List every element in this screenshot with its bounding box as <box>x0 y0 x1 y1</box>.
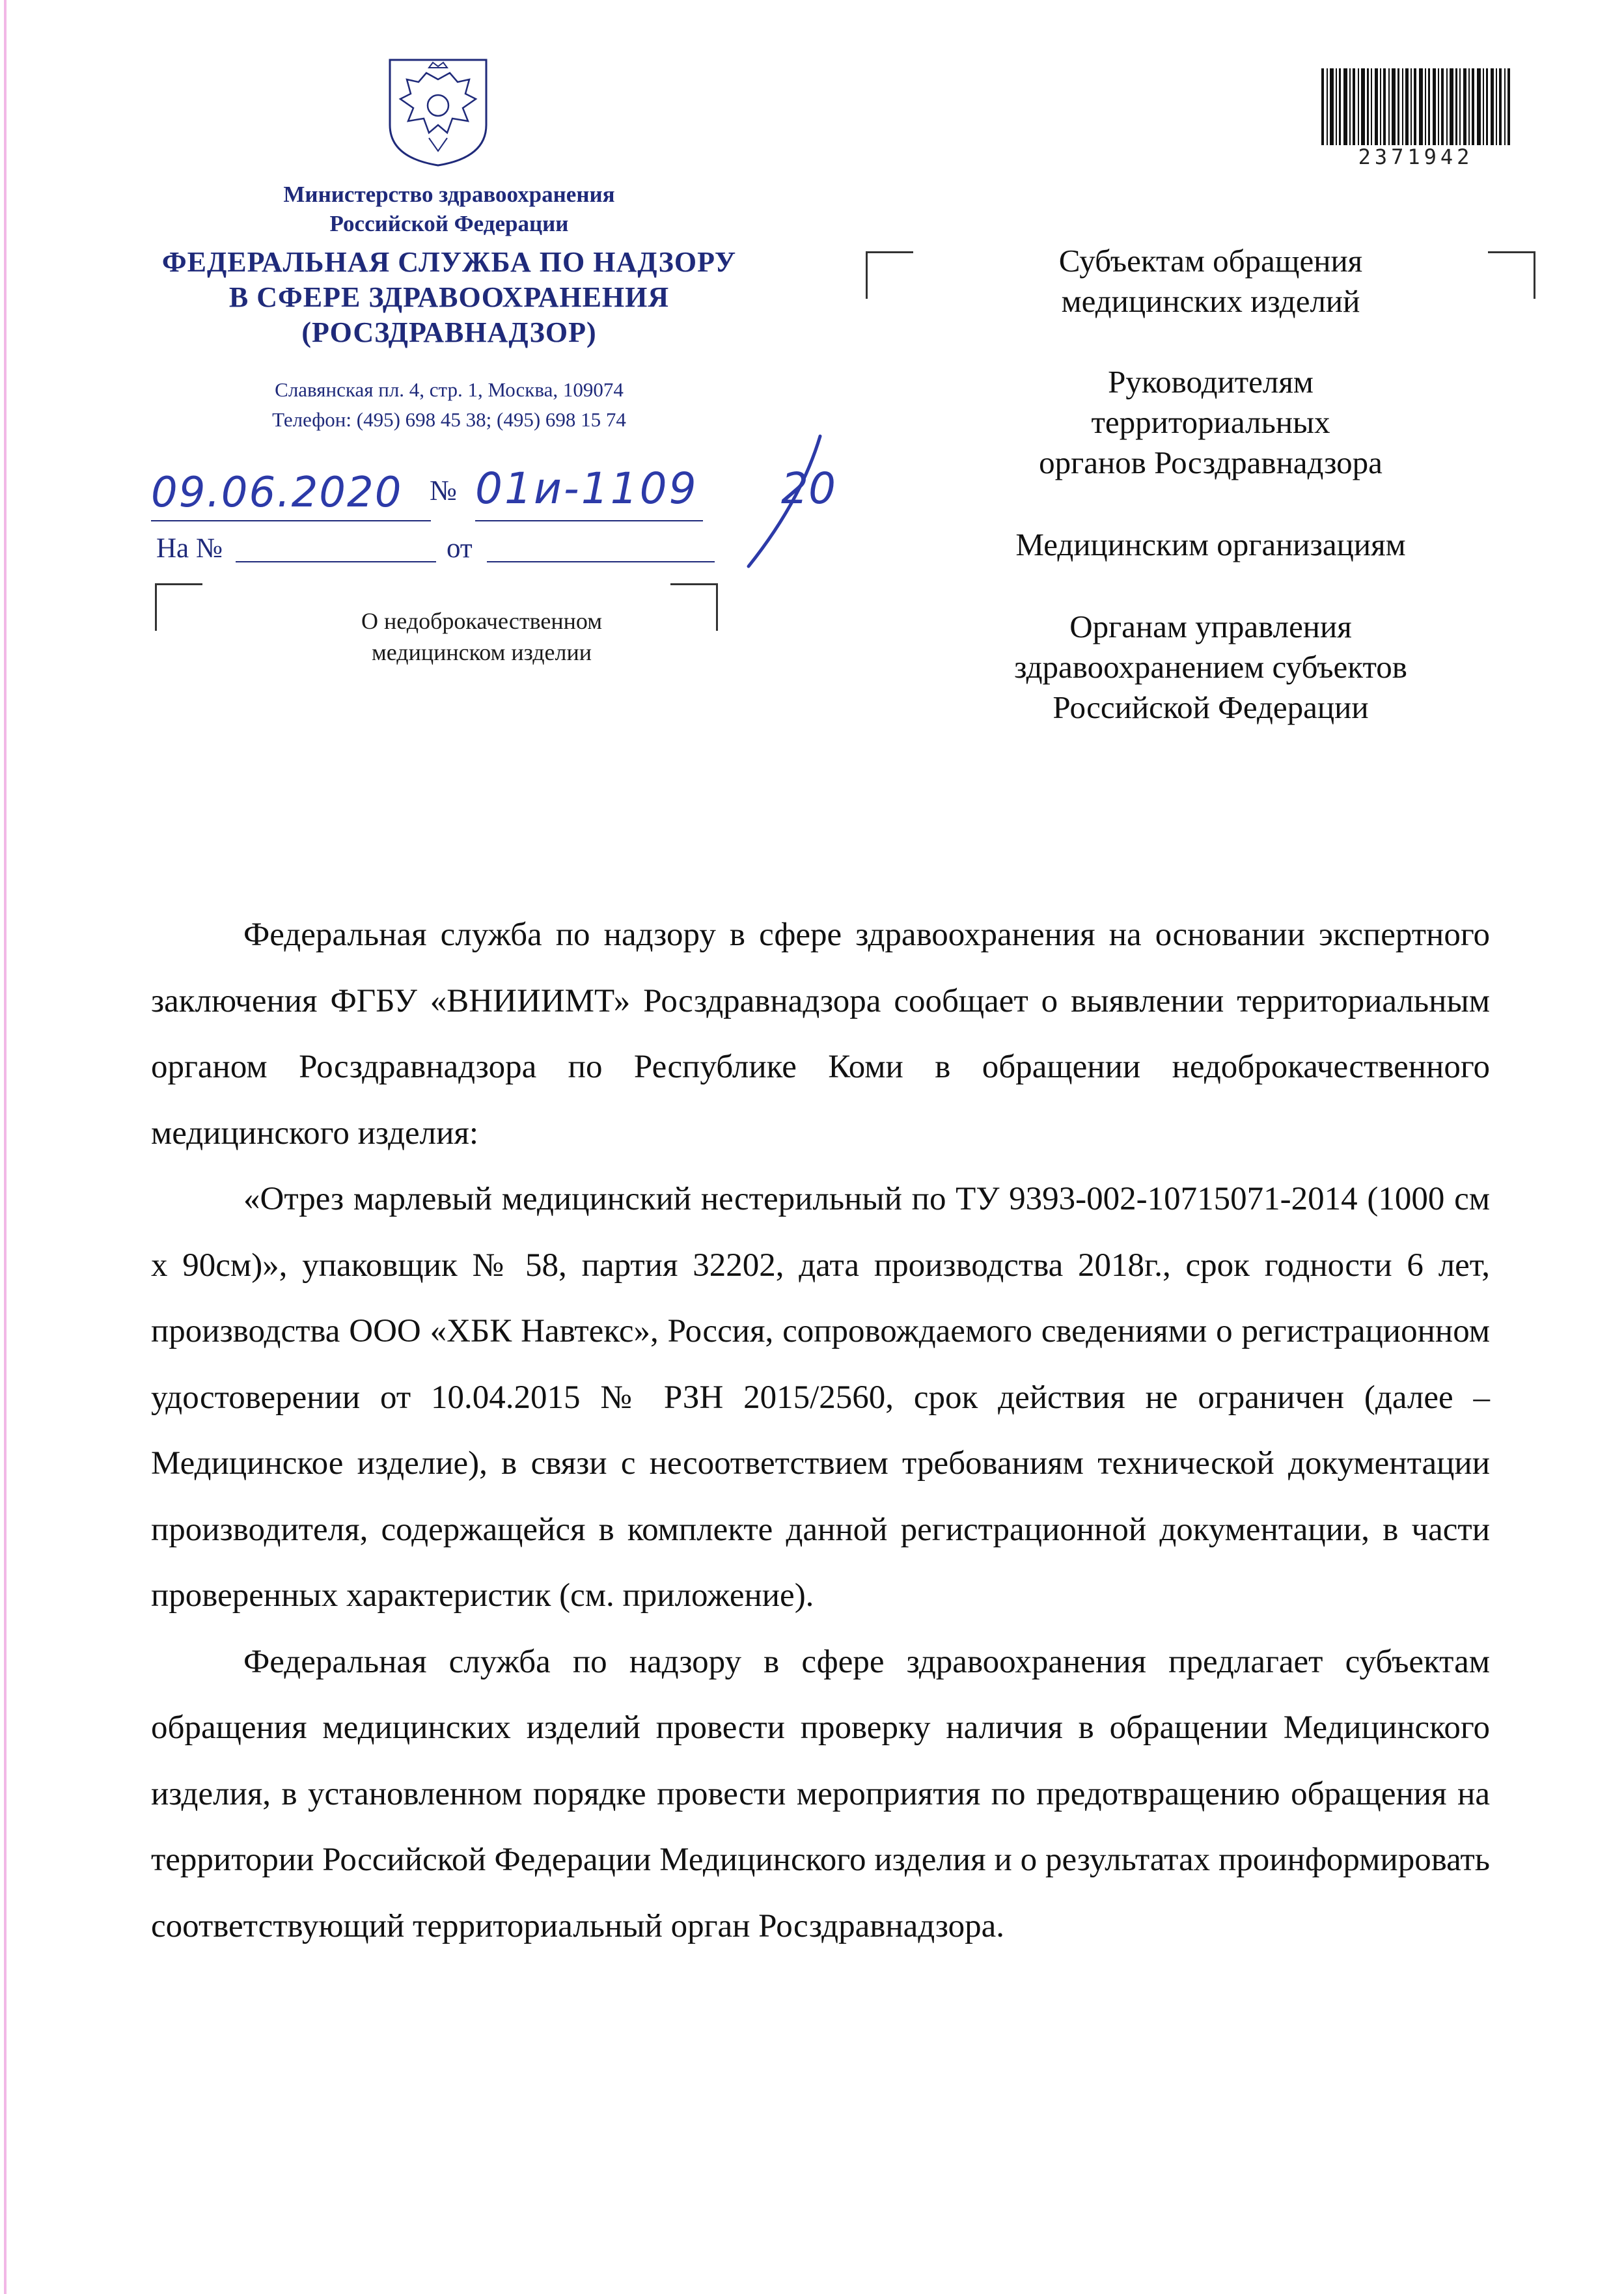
ministry-line1: Министерство здравоохранения <box>283 182 615 207</box>
recipient-2-line3: органов Росздравнадзора <box>1039 445 1383 480</box>
coat-of-arms-icon <box>381 53 495 168</box>
from-label: от <box>447 533 473 564</box>
subject-line1: О недоброкачественном <box>361 608 602 634</box>
ministry-name <box>156 180 742 238</box>
handwritten-date: 09.06.2020 <box>151 469 403 517</box>
recipient-4-line1: Органам управления <box>1069 609 1352 644</box>
address-line2: Телефон: (495) 698 45 38; (495) 698 15 74 <box>272 408 626 431</box>
body-paragraph-3: Федеральная служба по надзору в сфере здравоохранения предлагает субъектам обращения медицинских изделий провести проверку наличия в обращении Медицинского изделия, в установленном порядке провести мероприятия по предотвращению обращения на территории Российской Федерации Медицинского изделия и о результатах проинформировать соответствующий территориальный орган Росздравнадзора. <box>151 1643 1490 1944</box>
address-line1: Славянская пл. 4, стр. 1, Москва, 109074 <box>275 378 624 401</box>
recipient-bracket-left <box>866 251 913 299</box>
recipient-2-line2: территориальных <box>1091 404 1330 440</box>
subject-line <box>195 605 768 668</box>
handwritten-number: 01и-1109 <box>475 463 698 514</box>
from-line <box>487 561 715 562</box>
date-underline <box>151 520 431 521</box>
barcode-number: 2371942 <box>1358 145 1474 169</box>
recipient-block-2 <box>911 362 1510 483</box>
recipient-block-1 <box>911 241 1510 322</box>
ministry-line2: Российской Федерации <box>329 211 569 236</box>
number-underline <box>475 520 703 521</box>
recipient-1-line1: Субъектам обращения <box>1058 243 1363 279</box>
letter-body <box>151 902 1490 1959</box>
recipient-block-3 <box>911 525 1510 565</box>
number-sign: № <box>430 475 457 506</box>
recipient-3-line1: Медицинским организациям <box>1015 527 1406 562</box>
body-paragraph-1: Федеральная служба по надзору в сфере здравоохранения на основании экспертного заключения ФГБУ «ВНИИИМТ» Росздравнадзора сообщает о выявлении территориальным органом Росздравнадзора по Республике Коми в обращении недоброкачественного медицинского изделия: <box>151 917 1490 1152</box>
address-block <box>156 375 742 435</box>
service-line3: (РОСЗДРАВНАДЗОР) <box>301 316 597 348</box>
reference-label: На № <box>156 533 223 564</box>
subject-line2: медицинском изделии <box>371 639 592 665</box>
service-line1: ФЕДЕРАЛЬНАЯ СЛУЖБА ПО НАДЗОРУ <box>161 246 737 278</box>
service-line2: В СФЕРЕ ЗДРАВООХРАНЕНИЯ <box>228 281 670 313</box>
reference-line <box>236 561 436 562</box>
recipient-4-line3: Российской Федерации <box>1053 689 1369 725</box>
recipient-1-line2: медицинских изделий <box>1061 283 1360 319</box>
body-paragraph-2: «Отрез марлевый медицинский нестерильный по ТУ 9393-002-10715071-2014 (1000 см х 90см)», упаковщик № 58, партия 32202, дата производства 2018г., срок годности 6 лет, производства ООО «ХБК Навтекс», Россия, сопровождаемого сведениями о регистрационном удостоверении от 10.04.2015 № РЗН 2015/2560, срок действия не ограничен (далее – Медицинское изделие), в связи с несоответствием требованиям технической документации производителя, содержащейся в комплекте данной регистрационной документации, в части проверенных характеристик (см. приложение). <box>151 1181 1490 1614</box>
recipient-2-line1: Руководителям <box>1108 364 1314 400</box>
handwritten-year: 20 <box>781 463 836 514</box>
barcode <box>1321 68 1510 145</box>
recipient-4-line2: здравоохранением субъектов <box>1014 649 1407 685</box>
service-name <box>104 245 794 350</box>
recipient-block-4 <box>911 607 1510 728</box>
margin-line <box>4 0 7 2294</box>
